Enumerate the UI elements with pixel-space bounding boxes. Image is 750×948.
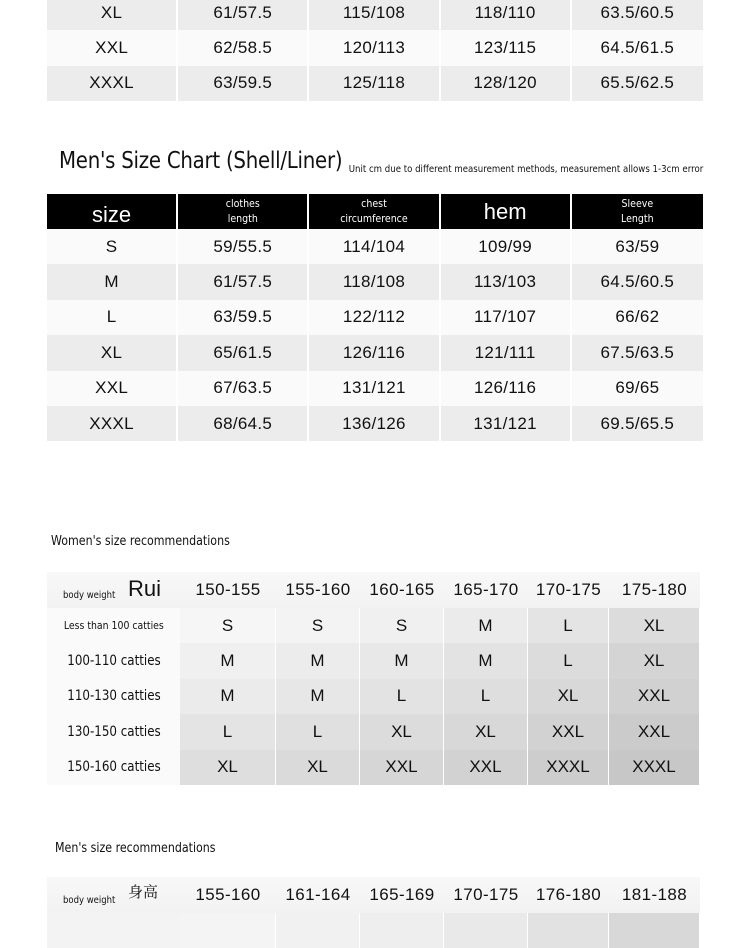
size-cell: M xyxy=(180,679,276,714)
table-row xyxy=(47,0,703,30)
size-cell: XXL xyxy=(528,714,609,749)
table-cell: 63/59.5 xyxy=(178,300,309,335)
table-row xyxy=(47,714,700,749)
body-weight-label: body weight xyxy=(63,895,116,906)
table-row xyxy=(47,643,700,678)
height-label: 身高 xyxy=(128,883,159,901)
table-cell: 128/120 xyxy=(441,66,572,101)
header-size: size xyxy=(47,194,178,229)
table-cell: 117/107 xyxy=(441,300,572,335)
top-size-table xyxy=(47,0,703,101)
table-cell: XXXL xyxy=(47,66,178,101)
table-cell: 126/116 xyxy=(309,335,440,370)
height-header: 175-180 xyxy=(621,580,688,599)
table-cell: 69/65 xyxy=(572,371,703,406)
table-cell: 131/121 xyxy=(309,371,440,406)
size-cell: M xyxy=(444,643,528,678)
weight-label: 100-110 catties xyxy=(47,643,180,678)
table-cell: 125/118 xyxy=(309,66,440,101)
mens-chart-title: Men's Size Chart (Shell/Liner) xyxy=(59,148,343,174)
weight-label: Less than 100 catties xyxy=(47,608,180,643)
size-cell: XL xyxy=(609,608,700,643)
table-header xyxy=(47,572,700,608)
table-cell: 109/99 xyxy=(441,229,572,264)
table-cell: 120/113 xyxy=(309,30,440,65)
table-row xyxy=(47,913,700,948)
size-cell: L xyxy=(276,714,360,749)
height-header: 160-165 xyxy=(369,580,435,599)
size-cell: L xyxy=(180,714,276,749)
table-cell: 115/108 xyxy=(309,0,440,30)
height-header: 150-155 xyxy=(195,580,261,599)
table-row xyxy=(47,300,703,335)
table-cell: 123/115 xyxy=(441,30,572,65)
table-cell: XL xyxy=(47,335,178,370)
table-cell: 121/111 xyxy=(441,335,572,370)
corner-cell xyxy=(47,877,180,913)
size-cell: M xyxy=(276,679,360,714)
table-cell: 113/103 xyxy=(441,264,572,299)
weight-label xyxy=(47,913,180,948)
size-cell xyxy=(276,913,360,948)
size-cell: L xyxy=(528,608,609,643)
table-cell: 136/126 xyxy=(309,406,440,441)
size-cell: XXL xyxy=(609,679,700,714)
size-cell: L xyxy=(360,679,444,714)
table-row xyxy=(47,371,703,406)
table-cell: XXL xyxy=(47,30,178,65)
size-cell: XL xyxy=(528,679,609,714)
table-row xyxy=(47,30,703,65)
table-cell: 118/110 xyxy=(441,0,572,30)
table-cell: 69.5/65.5 xyxy=(572,406,703,441)
table-cell: 62/58.5 xyxy=(178,30,309,65)
table-row xyxy=(47,608,700,643)
table-cell: 65.5/62.5 xyxy=(572,66,703,101)
height-header: 165-170 xyxy=(453,580,519,599)
size-cell: XXL xyxy=(609,714,700,749)
table-row xyxy=(47,335,703,370)
size-cell: XXXL xyxy=(528,750,609,785)
header-hem: hem xyxy=(441,194,572,229)
height-header: 155-160 xyxy=(285,580,351,599)
size-cell xyxy=(444,913,528,948)
table-cell: L xyxy=(47,300,178,335)
size-cell: XL xyxy=(276,750,360,785)
size-cell xyxy=(360,913,444,948)
size-cell: L xyxy=(444,679,528,714)
corner-cell xyxy=(47,572,180,608)
size-cell: M xyxy=(444,608,528,643)
height-header: 181-188 xyxy=(621,885,688,904)
table-cell: XL xyxy=(47,0,178,30)
size-cell: XXXL xyxy=(609,750,700,785)
mens-recommendation-table xyxy=(47,877,700,948)
table-row xyxy=(47,66,703,101)
header-chest-circumference: chest circumference xyxy=(309,194,440,229)
height-header: 165-169 xyxy=(369,885,435,904)
header-clothes-length: clothes length xyxy=(178,194,309,229)
table-cell: 118/108 xyxy=(309,264,440,299)
height-header: 176-180 xyxy=(535,885,602,904)
table-cell: 68/64.5 xyxy=(178,406,309,441)
size-cell: M xyxy=(360,643,444,678)
measurement-note: Unit cm due to different measurement methods, measurement allows 1-3cm error xyxy=(348,164,703,175)
size-cell: XXL xyxy=(360,750,444,785)
table-row xyxy=(47,264,703,299)
table-cell: 122/112 xyxy=(309,300,440,335)
table-cell: 59/55.5 xyxy=(178,229,309,264)
size-cell: XL xyxy=(360,714,444,749)
table-cell: XXXL xyxy=(47,406,178,441)
size-cell: L xyxy=(528,643,609,678)
size-cell xyxy=(609,913,700,948)
table-cell: 126/116 xyxy=(441,371,572,406)
mens-size-table xyxy=(47,194,703,441)
table-cell: 64.5/61.5 xyxy=(572,30,703,65)
table-cell: S xyxy=(47,229,178,264)
table-row xyxy=(47,406,703,441)
table-cell: 61/57.5 xyxy=(178,0,309,30)
table-cell: 66/62 xyxy=(572,300,703,335)
size-cell xyxy=(528,913,609,948)
size-cell: S xyxy=(180,608,276,643)
size-cell: XL xyxy=(609,643,700,678)
height-header: 155-160 xyxy=(195,885,261,904)
table-cell: 114/104 xyxy=(309,229,440,264)
table-cell: 67/63.5 xyxy=(178,371,309,406)
weight-label: 150-160 catties xyxy=(47,750,180,785)
height-label: Rui xyxy=(128,576,162,601)
table-cell: 65/61.5 xyxy=(178,335,309,370)
size-cell: M xyxy=(180,643,276,678)
weight-label: 110-130 catties xyxy=(47,679,180,714)
size-cell xyxy=(180,913,276,948)
weight-label: 130-150 catties xyxy=(47,714,180,749)
size-cell: S xyxy=(360,608,444,643)
table-cell: 63/59.5 xyxy=(178,66,309,101)
table-cell: 63.5/60.5 xyxy=(572,0,703,30)
table-cell: M xyxy=(47,264,178,299)
size-cell: XL xyxy=(444,714,528,749)
size-cell: S xyxy=(276,608,360,643)
height-header: 170-175 xyxy=(535,580,602,599)
size-cell: XXL xyxy=(444,750,528,785)
mens-recommendation-label: Men's size recommendations xyxy=(55,841,216,856)
height-header: 161-164 xyxy=(285,885,351,904)
table-row xyxy=(47,750,700,785)
table-cell: 63/59 xyxy=(572,229,703,264)
height-header: 170-175 xyxy=(453,885,519,904)
body-weight-label: body weight xyxy=(63,590,116,601)
womens-recommendation-table xyxy=(47,572,700,785)
table-cell: 64.5/60.5 xyxy=(572,264,703,299)
table-header xyxy=(47,877,700,913)
table-header xyxy=(47,194,703,229)
table-cell: 67.5/63.5 xyxy=(572,335,703,370)
table-cell: 131/121 xyxy=(441,406,572,441)
table-row xyxy=(47,679,700,714)
table-cell: 61/57.5 xyxy=(178,264,309,299)
size-cell: XL xyxy=(180,750,276,785)
table-row xyxy=(47,229,703,264)
size-cell: M xyxy=(276,643,360,678)
header-sleeve-length: Sleeve Length xyxy=(572,194,703,229)
table-cell: XXL xyxy=(47,371,178,406)
womens-recommendation-label: Women's size recommendations xyxy=(51,534,230,549)
